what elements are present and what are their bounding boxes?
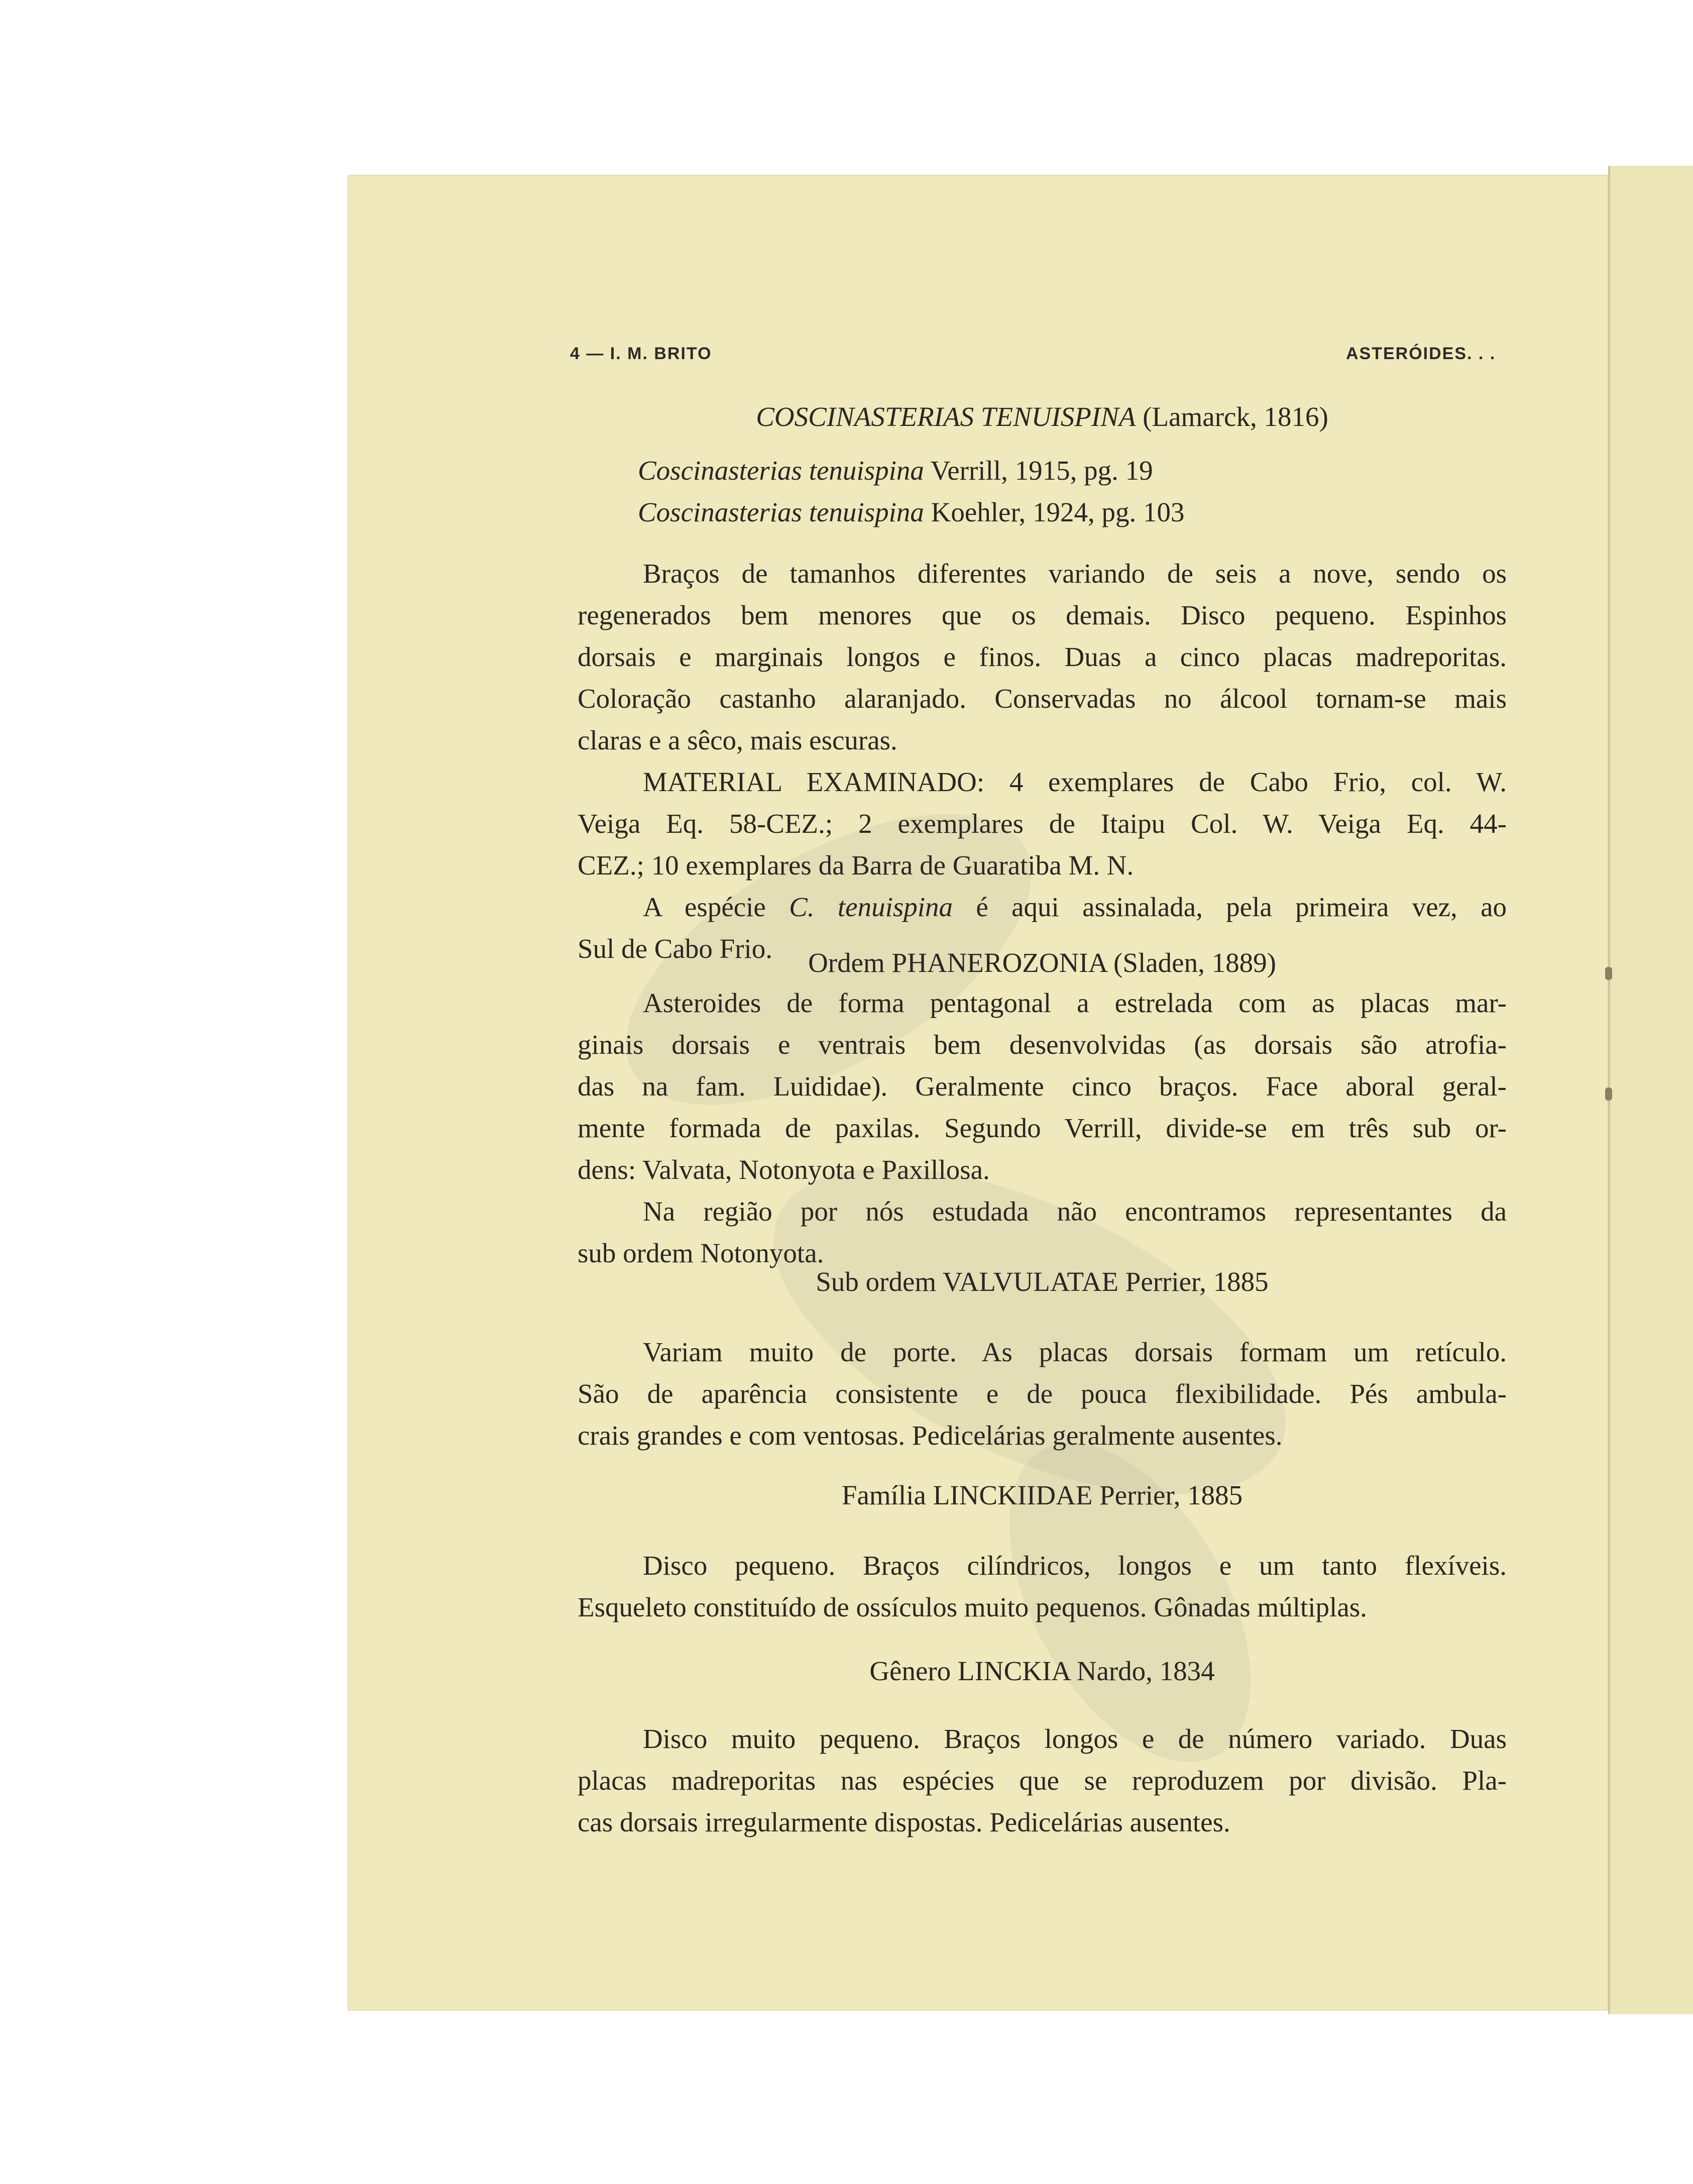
text-line: Variam muito de porte. As placas dorsais formam um retículo. [643, 1337, 1507, 1367]
ordem-description [578, 982, 1507, 1274]
genero-heading: Gênero LINCKIA Nardo, 1834 [869, 1656, 1215, 1686]
text-line: Braços de tamanhos diferentes variando de seis a nove, sendo os [643, 558, 1507, 589]
text-line: das na fam. Luididae). Geralmente cinco braços. Face aboral geral- [578, 1071, 1507, 1102]
text-line: Na região por nós estudada não encontramos representantes da [643, 1196, 1507, 1227]
facing-page-edge [1608, 166, 1693, 2014]
binding-stitch [1605, 967, 1612, 980]
text-line: mente formada de paxilas. Segundo Verrill, divide-se em três sub or- [578, 1113, 1507, 1143]
text-line: Asteroides de forma pentagonal a estrelada com as placas mar- [643, 988, 1507, 1018]
species-title-italic: COSCINASTERIAS TENUISPINA [756, 401, 1136, 432]
binding-stitch [1605, 1087, 1612, 1101]
running-head-left: 4 — I. M. BRITO [570, 344, 712, 363]
text-line: Esqueleto constituído de ossículos muito pequenos. Gônadas múltiplas. [578, 1592, 1367, 1622]
text-line: regenerados bem menores que os demais. Disco pequeno. Espinhos [578, 600, 1507, 630]
species-abbrev: C. tenuispina [789, 892, 953, 922]
text-line: dens: Valvata, Notonyota e Paxillosa. [578, 1154, 990, 1185]
text-line: CEZ.; 10 exemplares da Barra de Guaratiba M. N. [578, 850, 1134, 881]
subordem-heading: Sub ordem VALVULATAE Perrier, 1885 [816, 1266, 1269, 1297]
text-line: Veiga Eq. 58-CEZ.; 2 exemplares de Itaipu Col. W. Veiga Eq. 44- [578, 808, 1507, 839]
synonym-name: Coscinasterias tenuispina [638, 455, 924, 486]
ordem-heading: Ordem PHANEROZONIA (Sladen, 1889) [808, 947, 1276, 978]
synonym-line [578, 450, 1507, 491]
text-line: crais grandes e com ventosas. Pedicelárias geralmente ausentes. [578, 1420, 1283, 1451]
running-head-right: ASTERÓIDES. . . [1346, 344, 1496, 363]
text-line: dorsais e marginais longos e finos. Duas a cinco placas madreporitas. [578, 641, 1507, 672]
text-line: Coloração castanho alaranjado. Conservadas no álcool tornam-se mais [578, 683, 1507, 714]
text-line: claras e a sêco, mais escuras. [578, 725, 897, 755]
text-line: Sul de Cabo Frio. [578, 933, 773, 964]
text-line: Disco muito pequeno. Braços longos e de número variado. Duas [643, 1723, 1507, 1754]
synonym-line [578, 491, 1507, 533]
species-description [578, 553, 1507, 969]
species-title [578, 396, 1507, 438]
text-line: placas madreporitas nas espécies que se reproduzem por divisão. Pla- [578, 1765, 1507, 1796]
text-line: cas dorsais irregularmente dispostas. Pedicelárias ausentes. [578, 1807, 1230, 1837]
synonym-name: Coscinasterias tenuispina [638, 497, 924, 527]
text-line: MATERIAL EXAMINADO: 4 exemplares de Cabo Frio, col. W. [643, 767, 1507, 797]
familia-description [578, 1545, 1507, 1628]
synonym-list [578, 450, 1507, 533]
synonym-ref: Verrill, 1915, pg. 19 [930, 455, 1153, 486]
subordem-description [578, 1331, 1507, 1456]
text-line: sub ordem Notonyota. [578, 1238, 824, 1268]
text-line: São de aparência consistente e de pouca flexibilidade. Pés ambula- [578, 1378, 1507, 1409]
text-line: A espécie C. tenuispina é aqui assinalada, pela primeira vez, ao [643, 892, 1507, 922]
synonym-ref: Koehler, 1924, pg. 103 [931, 497, 1185, 527]
species-title-author: (Lamarck, 1816) [1143, 401, 1328, 432]
text-line: ginais dorsais e ventrais bem desenvolvidas (as dorsais são atrofia- [578, 1029, 1507, 1060]
familia-heading: Família LINCKIIDAE Perrier, 1885 [841, 1480, 1243, 1510]
text-line: Disco pequeno. Braços cilíndricos, longos e um tanto flexíveis. [643, 1550, 1507, 1581]
genero-description [578, 1718, 1507, 1843]
